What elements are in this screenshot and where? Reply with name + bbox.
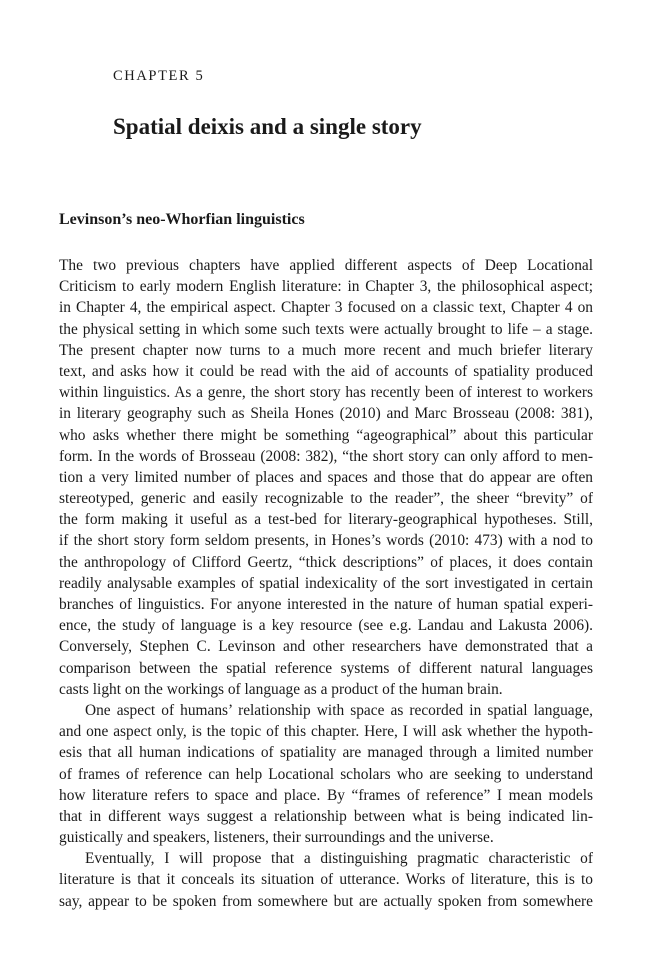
text-line: say, appear to be spoken from somewhere but are actually spoken from somewhere [59,892,593,910]
text-line: in Chapter 4, the empirical aspect. Chapter 3 focused on a classic text, Chapter 4 on [59,299,593,317]
text-line: text, and asks how it could be read with the aid of accounts of spatiality produced [59,362,593,380]
text-line: within linguistics. As a genre, the short story has recently been of interest to workers [59,384,593,402]
text-line: that in different ways suggest a relationship between what is being indicated lin- [59,807,593,825]
paragraph-1 [59,255,593,700]
text-line: who asks whether there might be something “ageographical” about this particular [59,426,593,444]
text-line: stereotyped, generic and easily recognizable to the reader”, the sheer “brevity” of [59,490,593,508]
text-line: One aspect of humans’ relationship with space as recorded in spatial language, [85,701,593,719]
section-heading: Levinson’s neo-Whorfian linguistics [59,211,305,228]
text-line: readily analysable examples of spatial indexicality of the sort investigated in certain [59,574,593,592]
text-line: form. In the words of Brosseau (2008: 382), “the short story can only afford to men- [59,447,593,465]
text-line: literature is that it conceals its situation of utterance. Works of literature, this is to [59,871,593,889]
text-line: esis that all human indications of spatiality are managed through a limited number [59,744,593,762]
paragraph-3 [59,848,593,912]
text-line: in literary geography such as Sheila Hones (2010) and Marc Brosseau (2008: 381), [59,405,593,423]
text-line: branches of linguistics. For anyone interested in the nature of human spatial experi- [59,596,593,613]
paragraph-2 [59,700,593,848]
text-line: The two previous chapters have applied different aspects of Deep Locational [59,257,593,274]
body-text [59,255,593,912]
text-line: the form making it useful as a test-bed for literary-geographical hypotheses. Still, [59,511,593,529]
text-line: casts light on the workings of language as a product of the human brain. [59,680,503,698]
text-line: the anthropology of Clifford Geertz, “thick descriptions” of places, it does contain [59,553,593,571]
text-line: guistically and speakers, listeners, their surroundings and the universe. [59,829,494,847]
text-line: how literature refers to space and place. By “frames of reference” I mean models [59,786,593,804]
text-line: if the short story form seldom presents, in Hones’s words (2010: 473) with a nod to [59,532,593,550]
chapter-title: Spatial deixis and a single story [113,114,422,139]
text-line: The present chapter now turns to a much more recent and much briefer literary [59,341,593,359]
text-line: Conversely, Stephen C. Levinson and other researchers have demonstrated that a [59,638,593,656]
chapter-label: CHAPTER 5 [113,68,205,84]
text-line: and one aspect only, is the topic of this chapter. Here, I will ask whether the hypoth- [59,723,593,741]
text-line: Eventually, I will propose that a distinguishing pragmatic characteristic of [85,850,593,868]
text-line: the physical setting in which some such texts were actually brought to life – a stage. [59,320,593,338]
text-line: ence, the study of language is a key resource (see e.g. Landau and Lakusta 2006). [59,617,593,635]
text-line: of frames of reference can help Locational scholars who are seeking to understand [59,765,593,783]
text-line: tion a very limited number of places and spaces and those that do appear are often [59,468,593,486]
text-line: comparison between the spatial reference systems of different natural languages [59,659,593,677]
text-line: Criticism to early modern English literature: in Chapter 3, the philosophical aspect; [59,278,593,296]
